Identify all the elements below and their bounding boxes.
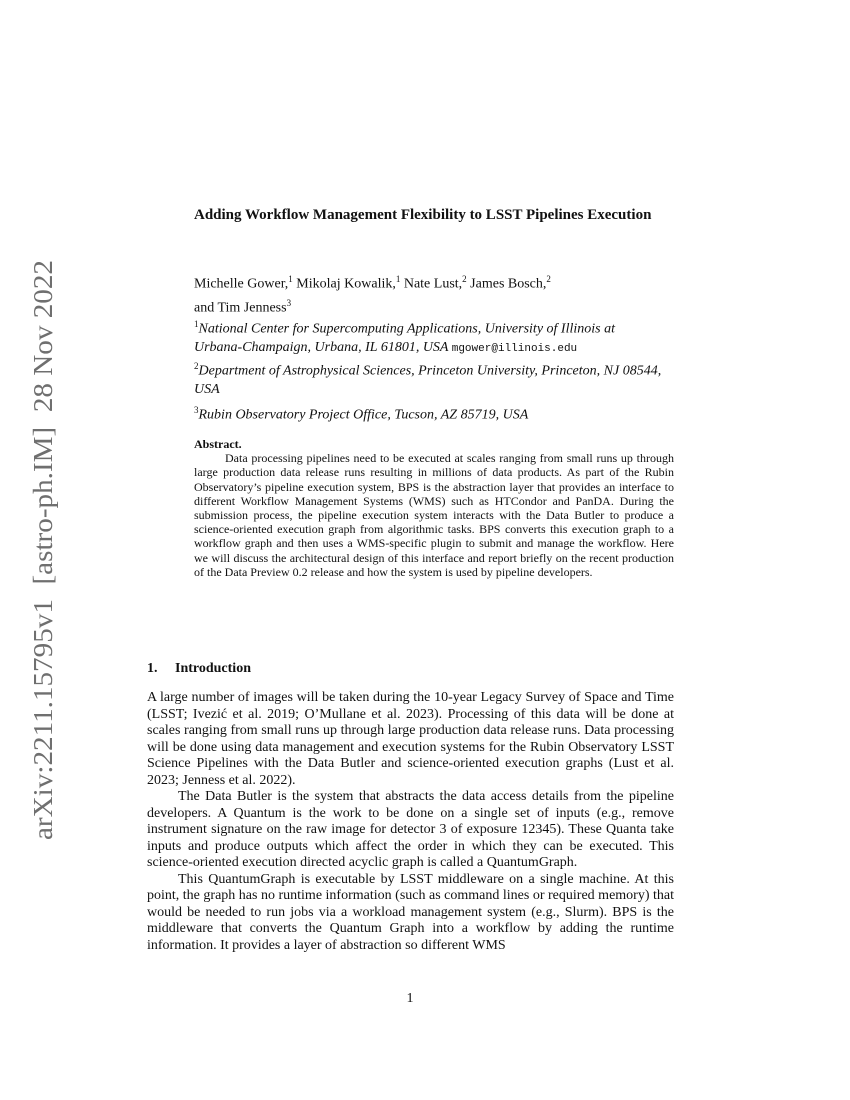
author-name: and Tim Jenness xyxy=(194,300,287,316)
paragraph: This QuantumGraph is executable by LSST middleware on a single machine. At this point, the graph has no runtime information (such as command lines or required memory) that would be needed to run jobs via a workload management system (e.g., Slurm). BPS is the middleware that converts the Quantum Graph into a workflow by adding the runtime information. It provides a layer of abstraction so different WMS xyxy=(147,871,674,953)
affiliation-3 xyxy=(194,401,664,425)
paper-title: Adding Workflow Management Flexibility to LSST Pipelines Execution xyxy=(194,207,652,223)
section-number: 1. xyxy=(147,661,158,676)
author-name: James Bosch, xyxy=(470,276,547,292)
arxiv-stamp xyxy=(4,0,70,1100)
affiliation-number: 1 xyxy=(194,319,199,329)
arxiv-identifier: arXiv:2211.15795v1 [astro-ph.IM] 28 Nov 2022 xyxy=(28,302,58,840)
author-name: Nate Lust, xyxy=(403,276,463,292)
author-affil-mark: 2 xyxy=(462,274,467,284)
author-affil-mark: 3 xyxy=(286,297,292,308)
author-list xyxy=(194,270,664,317)
abstract-body: Data processing pipelines need to be executed at scales ranging from small runs up through large production data release runs resulting in millions of data products. As part of the Rubin Observatory’s pipeline execution system, BPS is the abstraction layer that provides an interface to different Workflow Management Systems (WMS) such as HTCondor and PanDA. During the submission process, the pipeline execution system interacts with the Data Butler to produce a science-oriented execution graph from algorithmic tasks. BPS converts this execution graph to a workflow graph and then uses a WMS-specific plugin to submit and manage the workflow. Here we will discuss the architectural design of this interface and report briefly on the recent production of the Data Preview 0.2 release and how the system is used by pipeline developers. xyxy=(194,451,674,579)
affiliation-2 xyxy=(194,357,664,399)
affiliation-number: 2 xyxy=(194,361,199,371)
abstract xyxy=(194,437,674,579)
paragraph: A large number of images will be taken during the 10-year Legacy Survey of Space and Time (LSST; Ivezić et al. 2019; O’Mullane et al. 2023). Processing of this data will be done at scales ranging from small runs up through large production data release runs. Data processing will be done using data management and execution systems for the Rubin Observatory LSST Science Pipelines with the Data Butler and science-oriented execution graphs (Lust et al. 2023; Jenness et al. 2022). xyxy=(147,690,674,788)
author-name: Michelle Gower, xyxy=(194,276,289,292)
page-number: 1 xyxy=(406,991,414,1006)
author-affil-mark: 1 xyxy=(395,274,401,284)
author-name: Mikolaj Kowalik, xyxy=(296,276,396,292)
affiliation-text: Department of Astrophysical Sciences, Princeton University, Princeton, NJ 08544, USA xyxy=(194,363,662,397)
author-email: mgower@illinois.edu xyxy=(451,342,578,355)
affiliation-1 xyxy=(194,315,664,358)
affiliation-text: National Center for Supercomputing Applications, University of Illinois at Urbana-Champaign, Urbana, IL 61801, USA xyxy=(194,321,615,355)
affiliation-number: 3 xyxy=(194,405,199,415)
author-affil-mark: 2 xyxy=(546,274,551,284)
affiliation-text: Rubin Observatory Project Office, Tucson, AZ 85719, USA xyxy=(198,407,529,423)
author-affil-mark: 1 xyxy=(288,274,293,284)
body-text xyxy=(147,690,674,954)
abstract-heading: Abstract. xyxy=(194,437,242,451)
section-heading xyxy=(147,661,251,677)
section-title: Introduction xyxy=(175,661,251,676)
paragraph: The Data Butler is the system that abstracts the data access details from the pipeline developers. A Quantum is the work to be done on a single set of inputs (e.g., remove instrument signature on the raw image for detector 3 of exposure 12345). These Quanta take inputs and produce outputs which affect the order in which they can be executed. This science-oriented execution directed acyclic graph is called a QuantumGraph. xyxy=(147,789,674,870)
